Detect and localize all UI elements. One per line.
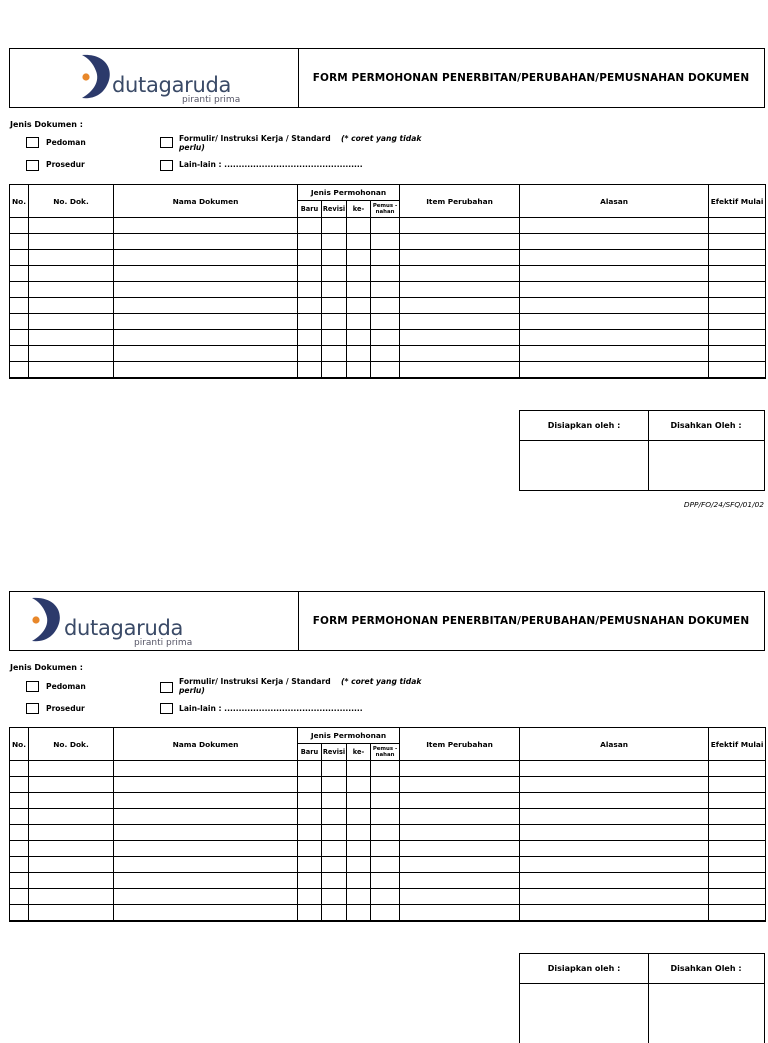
table-row bbox=[10, 298, 766, 314]
table-cell[interactable] bbox=[114, 250, 298, 266]
col-pemusnahan: Pemus -nahan bbox=[371, 744, 400, 761]
table-cell[interactable] bbox=[400, 825, 520, 841]
table-cell[interactable] bbox=[10, 761, 29, 777]
table-cell[interactable] bbox=[347, 873, 371, 889]
col-no-dok: No. Dok. bbox=[29, 728, 114, 761]
table-cell[interactable] bbox=[10, 362, 29, 379]
table-row bbox=[10, 234, 766, 250]
table-cell[interactable] bbox=[114, 362, 298, 379]
note-coret: (* coret yang tidak bbox=[341, 134, 422, 143]
table-cell[interactable] bbox=[10, 857, 29, 873]
table-cell[interactable] bbox=[29, 841, 114, 857]
form-header bbox=[9, 591, 765, 651]
table-cell[interactable] bbox=[520, 250, 709, 266]
table-cell[interactable] bbox=[371, 234, 400, 250]
checkbox-pedoman[interactable] bbox=[26, 137, 39, 148]
col-jenis-permohonan: Jenis Permohonan bbox=[298, 728, 400, 744]
table-cell[interactable] bbox=[114, 346, 298, 362]
table-cell[interactable] bbox=[29, 857, 114, 873]
table-cell[interactable] bbox=[709, 793, 766, 809]
table-cell[interactable] bbox=[29, 346, 114, 362]
table-cell[interactable] bbox=[400, 330, 520, 346]
table-cell[interactable] bbox=[520, 362, 709, 379]
table-cell[interactable] bbox=[371, 362, 400, 379]
label-formulir: Formulir/ Instruksi Kerja / Standard bbox=[179, 677, 331, 686]
logo-cell bbox=[10, 592, 299, 650]
table-cell[interactable] bbox=[709, 809, 766, 825]
table-cell[interactable] bbox=[400, 250, 520, 266]
table-cell[interactable] bbox=[400, 314, 520, 330]
table-row bbox=[10, 889, 766, 905]
table-cell[interactable] bbox=[400, 793, 520, 809]
table-cell[interactable] bbox=[298, 841, 322, 857]
table-cell[interactable] bbox=[371, 298, 400, 314]
label-prosedur: Prosedur bbox=[46, 160, 85, 169]
table-cell[interactable] bbox=[114, 793, 298, 809]
table-cell[interactable] bbox=[10, 298, 29, 314]
label-lain-lain: Lain-lain : ................................................ bbox=[179, 704, 363, 713]
table-cell[interactable] bbox=[298, 250, 322, 266]
table-row bbox=[10, 873, 766, 889]
form-title: FORM PERMOHONAN PENERBITAN/PERUBAHAN/PEMUSNAHAN DOKUMEN bbox=[312, 615, 750, 627]
table-cell[interactable] bbox=[520, 282, 709, 298]
table-cell[interactable] bbox=[709, 777, 766, 793]
table-cell[interactable] bbox=[520, 234, 709, 250]
table-body bbox=[10, 218, 766, 379]
table-cell[interactable] bbox=[520, 825, 709, 841]
table-cell[interactable] bbox=[347, 314, 371, 330]
col-baru: Baru bbox=[298, 201, 322, 218]
table-cell[interactable] bbox=[347, 218, 371, 234]
checkbox-lain-lain[interactable] bbox=[160, 703, 173, 714]
table-cell[interactable] bbox=[709, 873, 766, 889]
table-cell[interactable] bbox=[114, 234, 298, 250]
table-cell[interactable] bbox=[322, 298, 347, 314]
table-cell[interactable] bbox=[709, 362, 766, 379]
table-cell[interactable] bbox=[347, 857, 371, 873]
checkbox-formulir[interactable] bbox=[160, 682, 173, 693]
table-cell[interactable] bbox=[520, 266, 709, 282]
table-cell[interactable] bbox=[298, 298, 322, 314]
table-cell[interactable] bbox=[29, 793, 114, 809]
table-row bbox=[10, 250, 766, 266]
table-cell[interactable] bbox=[400, 857, 520, 873]
table-cell[interactable] bbox=[322, 266, 347, 282]
col-nama-dokumen: Nama Dokumen bbox=[114, 728, 298, 761]
table-cell[interactable] bbox=[10, 809, 29, 825]
table-cell[interactable] bbox=[520, 873, 709, 889]
table-cell[interactable] bbox=[371, 330, 400, 346]
col-baru: Baru bbox=[298, 744, 322, 761]
table-cell[interactable] bbox=[114, 282, 298, 298]
col-alasan: Alasan bbox=[520, 728, 709, 761]
table-cell[interactable] bbox=[347, 298, 371, 314]
dutagaruda-logo-icon bbox=[26, 596, 68, 644]
prepared-by-label: Disiapkan oleh : bbox=[520, 411, 649, 441]
table-cell[interactable] bbox=[29, 250, 114, 266]
table-cell[interactable] bbox=[371, 857, 400, 873]
table-cell[interactable] bbox=[520, 314, 709, 330]
table-body bbox=[10, 761, 766, 922]
table-cell[interactable] bbox=[298, 825, 322, 841]
table-cell[interactable] bbox=[520, 809, 709, 825]
table-cell[interactable] bbox=[709, 218, 766, 234]
table-cell[interactable] bbox=[29, 809, 114, 825]
table-row bbox=[10, 809, 766, 825]
table-cell[interactable] bbox=[709, 314, 766, 330]
table-cell[interactable] bbox=[709, 889, 766, 905]
table-cell[interactable] bbox=[400, 234, 520, 250]
table-cell[interactable] bbox=[371, 266, 400, 282]
table-cell[interactable] bbox=[298, 777, 322, 793]
jenis-dokumen-label: Jenis Dokumen : bbox=[10, 663, 83, 672]
table-cell[interactable] bbox=[298, 873, 322, 889]
table-cell[interactable] bbox=[322, 218, 347, 234]
table-cell[interactable] bbox=[298, 889, 322, 905]
table-cell[interactable] bbox=[400, 298, 520, 314]
table-cell[interactable] bbox=[298, 346, 322, 362]
table-cell[interactable] bbox=[371, 793, 400, 809]
label-pedoman: Pedoman bbox=[46, 138, 86, 147]
table-cell[interactable] bbox=[298, 330, 322, 346]
col-item-perubahan: Item Perubahan bbox=[400, 728, 520, 761]
table-cell[interactable] bbox=[322, 841, 347, 857]
table-cell[interactable] bbox=[371, 282, 400, 298]
table-cell[interactable] bbox=[347, 346, 371, 362]
table-cell[interactable] bbox=[371, 873, 400, 889]
document-request-table bbox=[9, 727, 766, 922]
table-cell[interactable] bbox=[347, 809, 371, 825]
table-cell[interactable] bbox=[322, 362, 347, 379]
table-cell[interactable] bbox=[29, 905, 114, 922]
table-cell[interactable] bbox=[400, 282, 520, 298]
table-cell[interactable] bbox=[347, 889, 371, 905]
signature-divider bbox=[648, 983, 649, 1043]
logo-wordmark: dutagaruda bbox=[64, 616, 184, 640]
table-cell[interactable] bbox=[29, 234, 114, 250]
table-cell[interactable] bbox=[114, 314, 298, 330]
table-cell[interactable] bbox=[29, 761, 114, 777]
table-cell[interactable] bbox=[709, 234, 766, 250]
checkbox-prosedur[interactable] bbox=[26, 160, 39, 171]
table-cell[interactable] bbox=[298, 282, 322, 298]
table-cell[interactable] bbox=[400, 809, 520, 825]
approved-by-label: Disahkan Oleh : bbox=[648, 954, 764, 984]
table-cell[interactable] bbox=[400, 761, 520, 777]
table-cell[interactable] bbox=[322, 314, 347, 330]
table-cell[interactable] bbox=[371, 777, 400, 793]
table-row bbox=[10, 793, 766, 809]
table-row bbox=[10, 282, 766, 298]
table-cell[interactable] bbox=[709, 825, 766, 841]
checkbox-prosedur[interactable] bbox=[26, 703, 39, 714]
table-cell[interactable] bbox=[520, 841, 709, 857]
checkbox-lain-lain[interactable] bbox=[160, 160, 173, 171]
table-cell[interactable] bbox=[347, 234, 371, 250]
col-no: No. bbox=[10, 728, 29, 761]
table-cell[interactable] bbox=[10, 777, 29, 793]
jenis-dokumen-label: Jenis Dokumen : bbox=[10, 120, 83, 129]
table-cell[interactable] bbox=[10, 793, 29, 809]
table-cell[interactable] bbox=[520, 330, 709, 346]
table-cell[interactable] bbox=[709, 298, 766, 314]
table-row bbox=[10, 841, 766, 857]
checkbox-pedoman[interactable] bbox=[26, 681, 39, 692]
table-cell[interactable] bbox=[709, 905, 766, 922]
signature-box bbox=[519, 410, 765, 491]
table-cell[interactable] bbox=[709, 761, 766, 777]
table-cell[interactable] bbox=[371, 889, 400, 905]
table-row bbox=[10, 266, 766, 282]
table-cell[interactable] bbox=[298, 761, 322, 777]
table-cell[interactable] bbox=[322, 282, 347, 298]
table-row bbox=[10, 330, 766, 346]
table-cell[interactable] bbox=[371, 809, 400, 825]
table-cell[interactable] bbox=[298, 234, 322, 250]
table-cell[interactable] bbox=[347, 282, 371, 298]
table-cell[interactable] bbox=[10, 841, 29, 857]
table-cell[interactable] bbox=[520, 889, 709, 905]
note-perlu: perlu) bbox=[179, 686, 205, 695]
table-cell[interactable] bbox=[520, 793, 709, 809]
table-cell[interactable] bbox=[10, 873, 29, 889]
table-cell[interactable] bbox=[520, 857, 709, 873]
table-cell[interactable] bbox=[29, 362, 114, 379]
table-cell[interactable] bbox=[298, 314, 322, 330]
table-cell[interactable] bbox=[322, 330, 347, 346]
table-cell[interactable] bbox=[322, 346, 347, 362]
table-cell[interactable] bbox=[322, 777, 347, 793]
table-cell[interactable] bbox=[371, 346, 400, 362]
table-cell[interactable] bbox=[520, 761, 709, 777]
table-cell[interactable] bbox=[400, 362, 520, 379]
checkbox-formulir[interactable] bbox=[160, 137, 173, 148]
table-row bbox=[10, 905, 766, 922]
table-cell[interactable] bbox=[322, 857, 347, 873]
table-cell[interactable] bbox=[400, 889, 520, 905]
table-cell[interactable] bbox=[10, 234, 29, 250]
table-row bbox=[10, 761, 766, 777]
table-cell[interactable] bbox=[10, 905, 29, 922]
col-efektif-mulai: Efektif Mulai bbox=[709, 185, 766, 218]
label-formulir: Formulir/ Instruksi Kerja / Standard bbox=[179, 134, 331, 143]
table-row bbox=[10, 314, 766, 330]
col-revisi: Revisi bbox=[322, 201, 347, 218]
table-cell[interactable] bbox=[520, 777, 709, 793]
col-revisi: Revisi bbox=[322, 744, 347, 761]
table-cell[interactable] bbox=[371, 905, 400, 922]
table-cell[interactable] bbox=[114, 266, 298, 282]
table-cell[interactable] bbox=[29, 889, 114, 905]
table-cell[interactable] bbox=[114, 857, 298, 873]
table-cell[interactable] bbox=[10, 889, 29, 905]
table-cell[interactable] bbox=[347, 362, 371, 379]
table-cell[interactable] bbox=[400, 905, 520, 922]
label-pedoman: Pedoman bbox=[46, 682, 86, 691]
col-no: No. bbox=[10, 185, 29, 218]
table-cell[interactable] bbox=[114, 889, 298, 905]
table-cell[interactable] bbox=[400, 218, 520, 234]
document-number: DPP/FO/24/SFQ/01/02 bbox=[683, 500, 764, 509]
table-cell[interactable] bbox=[322, 250, 347, 266]
label-lain-lain: Lain-lain : ................................................ bbox=[179, 160, 363, 169]
note-perlu: perlu) bbox=[179, 143, 205, 152]
table-cell[interactable] bbox=[322, 825, 347, 841]
table-cell[interactable] bbox=[114, 761, 298, 777]
table-cell[interactable] bbox=[709, 282, 766, 298]
table-row bbox=[10, 346, 766, 362]
prepared-by-label: Disiapkan oleh : bbox=[520, 954, 649, 984]
col-ke: ke- bbox=[347, 744, 371, 761]
form-title: FORM PERMOHONAN PENERBITAN/PERUBAHAN/PEMUSNAHAN DOKUMEN bbox=[312, 72, 750, 84]
table-cell[interactable] bbox=[520, 346, 709, 362]
table-row bbox=[10, 362, 766, 379]
table-cell[interactable] bbox=[347, 825, 371, 841]
table-cell[interactable] bbox=[400, 841, 520, 857]
table-cell[interactable] bbox=[400, 266, 520, 282]
table-cell[interactable] bbox=[520, 905, 709, 922]
table-cell[interactable] bbox=[371, 218, 400, 234]
table-cell[interactable] bbox=[29, 873, 114, 889]
table-cell[interactable] bbox=[371, 825, 400, 841]
table-cell[interactable] bbox=[10, 825, 29, 841]
table-cell[interactable] bbox=[709, 841, 766, 857]
label-prosedur: Prosedur bbox=[46, 704, 85, 713]
col-alasan: Alasan bbox=[520, 185, 709, 218]
signature-divider bbox=[648, 440, 649, 490]
table-cell[interactable] bbox=[322, 809, 347, 825]
table-cell[interactable] bbox=[29, 282, 114, 298]
table-cell[interactable] bbox=[298, 266, 322, 282]
table-cell[interactable] bbox=[347, 841, 371, 857]
table-cell[interactable] bbox=[347, 761, 371, 777]
table-cell[interactable] bbox=[322, 889, 347, 905]
table-cell[interactable] bbox=[709, 857, 766, 873]
table-cell[interactable] bbox=[371, 250, 400, 266]
table-cell[interactable] bbox=[322, 793, 347, 809]
table-row bbox=[10, 218, 766, 234]
table-cell[interactable] bbox=[371, 761, 400, 777]
table-cell[interactable] bbox=[371, 841, 400, 857]
table-cell[interactable] bbox=[29, 314, 114, 330]
table-cell[interactable] bbox=[371, 314, 400, 330]
table-cell[interactable] bbox=[298, 905, 322, 922]
table-cell[interactable] bbox=[29, 266, 114, 282]
table-cell[interactable] bbox=[347, 793, 371, 809]
table-cell[interactable] bbox=[322, 873, 347, 889]
table-cell[interactable] bbox=[347, 266, 371, 282]
table-cell[interactable] bbox=[10, 314, 29, 330]
logo-cell bbox=[10, 49, 299, 107]
col-nama-dokumen: Nama Dokumen bbox=[114, 185, 298, 218]
table-cell[interactable] bbox=[709, 250, 766, 266]
table-cell[interactable] bbox=[347, 330, 371, 346]
signature-box bbox=[519, 953, 765, 1043]
table-cell[interactable] bbox=[10, 346, 29, 362]
table-cell[interactable] bbox=[400, 777, 520, 793]
table-cell[interactable] bbox=[29, 330, 114, 346]
table-cell[interactable] bbox=[114, 298, 298, 314]
table-cell[interactable] bbox=[709, 266, 766, 282]
table-cell[interactable] bbox=[400, 346, 520, 362]
col-jenis-permohonan: Jenis Permohonan bbox=[298, 185, 400, 201]
logo-tagline: piranti prima bbox=[134, 638, 193, 648]
table-cell[interactable] bbox=[29, 825, 114, 841]
table-cell[interactable] bbox=[400, 873, 520, 889]
table-cell[interactable] bbox=[520, 298, 709, 314]
table-cell[interactable] bbox=[347, 777, 371, 793]
table-cell[interactable] bbox=[298, 362, 322, 379]
table-row bbox=[10, 857, 766, 873]
col-pemusnahan: Pemus -nahan bbox=[371, 201, 400, 218]
table-cell[interactable] bbox=[10, 250, 29, 266]
approved-by-label: Disahkan Oleh : bbox=[648, 411, 764, 441]
table-cell[interactable] bbox=[29, 218, 114, 234]
table-row bbox=[10, 777, 766, 793]
table-cell[interactable] bbox=[29, 777, 114, 793]
table-cell[interactable] bbox=[709, 346, 766, 362]
col-no-dok: No. Dok. bbox=[29, 185, 114, 218]
table-cell[interactable] bbox=[114, 777, 298, 793]
table-cell[interactable] bbox=[322, 761, 347, 777]
table-row bbox=[10, 825, 766, 841]
table-cell[interactable] bbox=[347, 905, 371, 922]
table-cell[interactable] bbox=[114, 218, 298, 234]
table-cell[interactable] bbox=[10, 330, 29, 346]
table-cell[interactable] bbox=[322, 905, 347, 922]
table-cell[interactable] bbox=[298, 793, 322, 809]
table-cell[interactable] bbox=[114, 873, 298, 889]
logo-tagline: piranti prima bbox=[182, 95, 241, 105]
table-cell[interactable] bbox=[10, 218, 29, 234]
col-ke: ke- bbox=[347, 201, 371, 218]
form-header bbox=[9, 48, 765, 108]
col-efektif-mulai: Efektif Mulai bbox=[709, 728, 766, 761]
table-cell[interactable] bbox=[114, 809, 298, 825]
table-cell[interactable] bbox=[29, 298, 114, 314]
table-cell[interactable] bbox=[10, 266, 29, 282]
logo-wordmark: dutagaruda bbox=[112, 73, 232, 97]
table-cell[interactable] bbox=[347, 250, 371, 266]
document-request-table bbox=[9, 184, 766, 379]
table-cell[interactable] bbox=[114, 330, 298, 346]
table-cell[interactable] bbox=[114, 905, 298, 922]
table-cell[interactable] bbox=[322, 234, 347, 250]
table-cell[interactable] bbox=[298, 809, 322, 825]
table-cell[interactable] bbox=[114, 841, 298, 857]
table-cell[interactable] bbox=[709, 330, 766, 346]
table-cell[interactable] bbox=[114, 825, 298, 841]
table-cell[interactable] bbox=[298, 857, 322, 873]
table-cell[interactable] bbox=[298, 218, 322, 234]
col-item-perubahan: Item Perubahan bbox=[400, 185, 520, 218]
table-cell[interactable] bbox=[520, 218, 709, 234]
table-cell[interactable] bbox=[10, 282, 29, 298]
note-coret: (* coret yang tidak bbox=[341, 677, 422, 686]
